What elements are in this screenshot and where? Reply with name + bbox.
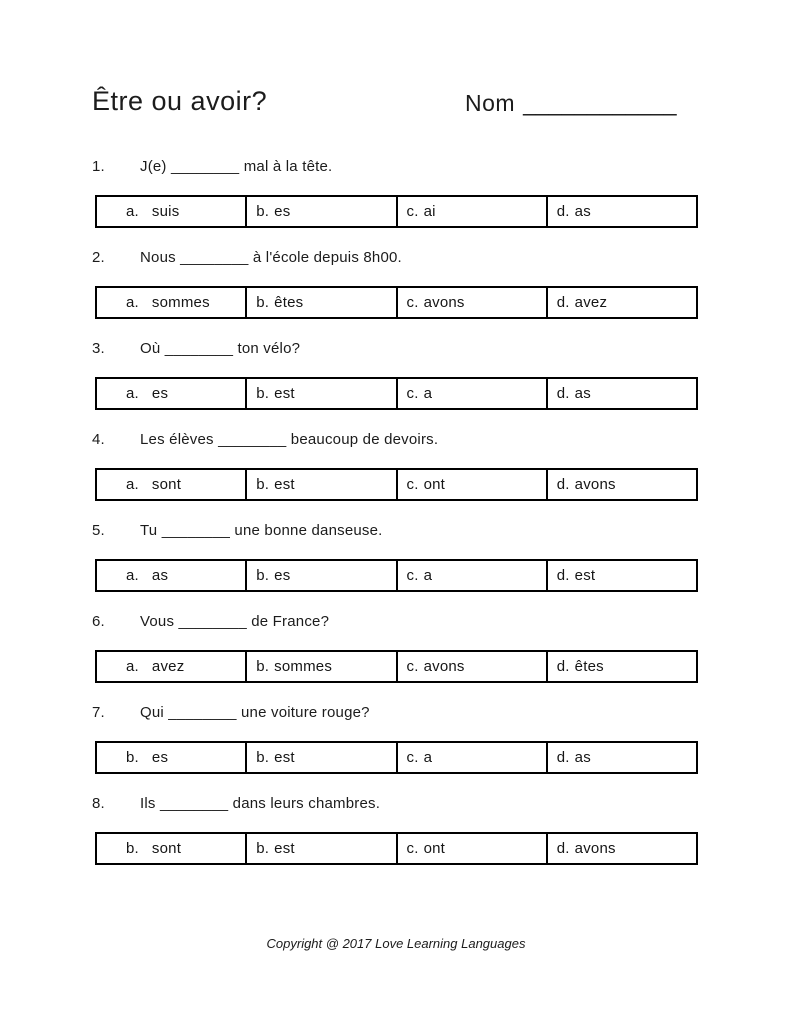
- option-word: avons: [574, 840, 616, 857]
- copyright-text: Copyright @ 2017 Love Learning Languages: [266, 936, 526, 951]
- question-7-option-4: [547, 742, 697, 773]
- question-6-option-a: [96, 651, 246, 682]
- question-8-option-1: [96, 833, 246, 864]
- option-label: d.: [556, 203, 570, 220]
- option-word: sont: [151, 476, 182, 493]
- option-label: b.: [126, 840, 139, 857]
- question-7-number: 7.: [92, 704, 105, 721]
- question-8-number: 8.: [92, 795, 105, 812]
- question-8-option-4: [547, 833, 697, 864]
- table-row: [96, 378, 697, 409]
- option-label: b.: [256, 840, 270, 857]
- option-word: est: [574, 567, 596, 584]
- option-label: a.: [126, 476, 139, 493]
- option-word: a: [423, 385, 433, 402]
- question-4-option-b: [246, 469, 396, 500]
- option-word: a: [423, 749, 433, 766]
- question-3-option-c: [397, 378, 547, 409]
- option-label: c.: [406, 658, 419, 675]
- question-6-text: Vous ________ de France?: [140, 613, 330, 630]
- question-4-option-d: [547, 469, 697, 500]
- option-label: c.: [406, 203, 419, 220]
- option-word: sommes: [151, 294, 210, 311]
- option-word: as: [151, 567, 169, 584]
- question-3-options-table: [95, 377, 698, 410]
- question-1-number: 1.: [92, 158, 105, 175]
- option-label: b.: [256, 749, 270, 766]
- option-label: b.: [256, 567, 270, 584]
- question-7: [0, 704, 792, 774]
- option-word: sommes: [274, 658, 333, 675]
- question-6-option-b: [246, 651, 396, 682]
- question-8-option-3: [397, 833, 547, 864]
- question-5-option-b: [246, 560, 396, 591]
- option-label: a.: [126, 567, 139, 584]
- option-label: a.: [126, 294, 139, 311]
- question-5: [0, 522, 792, 592]
- question-5-option-d: [547, 560, 697, 591]
- option-label: c.: [406, 567, 419, 584]
- question-3-option-b: [246, 378, 396, 409]
- option-word: a: [423, 567, 433, 584]
- name-line: [465, 90, 677, 117]
- question-2: [0, 249, 792, 319]
- question-8-option-2: [246, 833, 396, 864]
- option-word: est: [274, 476, 295, 493]
- question-4-text: Les élèves ________ beaucoup de devoirs.: [140, 431, 439, 448]
- option-word: avons: [423, 658, 465, 675]
- option-word: avons: [423, 294, 465, 311]
- questions-list: [0, 158, 792, 886]
- question-2-option-a: [96, 287, 246, 318]
- option-word: ai: [423, 203, 436, 220]
- option-word: avez: [574, 294, 608, 311]
- question-4-number: 4.: [92, 431, 105, 448]
- option-label: c.: [406, 749, 419, 766]
- table-row: [96, 287, 697, 318]
- question-2-options-table: [95, 286, 698, 319]
- option-label: d.: [556, 476, 570, 493]
- option-word: êtes: [574, 658, 604, 675]
- question-8-text: Ils ________ dans leurs chambres.: [140, 795, 381, 812]
- option-word: avons: [574, 476, 616, 493]
- question-7-option-3: [397, 742, 547, 773]
- question-1-option-d: [547, 196, 697, 227]
- question-5-number: 5.: [92, 522, 105, 539]
- option-label: b.: [256, 476, 270, 493]
- question-6-option-c: [397, 651, 547, 682]
- question-7-options-table: [95, 741, 698, 774]
- option-word: est: [274, 840, 295, 857]
- question-4-option-a: [96, 469, 246, 500]
- question-7-line: [92, 704, 792, 722]
- question-5-line: [92, 522, 792, 540]
- option-word: est: [274, 749, 295, 766]
- option-label: d.: [556, 749, 570, 766]
- option-label: b.: [256, 294, 270, 311]
- option-label: d.: [556, 658, 570, 675]
- question-1-option-b: [246, 196, 396, 227]
- page-title: Être ou avoir?: [92, 86, 268, 116]
- question-2-text: Nous ________ à l'école depuis 8h00.: [140, 249, 402, 266]
- option-word: avez: [151, 658, 185, 675]
- option-word: as: [574, 203, 591, 220]
- question-3-number: 3.: [92, 340, 105, 357]
- name-label: Nom: [465, 90, 516, 116]
- option-label: c.: [406, 840, 419, 857]
- question-6-option-d: [547, 651, 697, 682]
- table-row: [96, 651, 697, 682]
- option-word: ont: [423, 840, 446, 857]
- question-4: [0, 431, 792, 501]
- option-word: sont: [151, 840, 182, 857]
- question-5-text: Tu ________ une bonne danseuse.: [140, 522, 383, 539]
- option-label: b.: [256, 658, 270, 675]
- question-6-number: 6.: [92, 613, 105, 630]
- question-1: [0, 158, 792, 228]
- option-word: as: [574, 385, 591, 402]
- option-label: d.: [556, 840, 570, 857]
- question-7-option-2: [246, 742, 396, 773]
- option-label: c.: [406, 476, 419, 493]
- question-6: [0, 613, 792, 683]
- question-1-line: [92, 158, 792, 176]
- option-word: ont: [423, 476, 446, 493]
- question-3-text: Où ________ ton vélo?: [140, 340, 301, 357]
- question-1-option-a: [96, 196, 246, 227]
- table-row: [96, 469, 697, 500]
- question-1-option-c: [397, 196, 547, 227]
- question-4-option-c: [397, 469, 547, 500]
- question-1-options-table: [95, 195, 698, 228]
- table-row: [96, 560, 697, 591]
- option-label: a.: [126, 658, 139, 675]
- question-7-text: Qui ________ une voiture rouge?: [140, 704, 370, 721]
- option-word: es: [151, 385, 169, 402]
- question-8-line: [92, 795, 792, 813]
- option-label: b.: [256, 203, 270, 220]
- question-3-option-d: [547, 378, 697, 409]
- question-4-line: [92, 431, 792, 449]
- question-5-option-a: [96, 560, 246, 591]
- question-8: [0, 795, 792, 865]
- question-2-option-d: [547, 287, 697, 318]
- question-5-options-table: [95, 559, 698, 592]
- question-2-number: 2.: [92, 249, 105, 266]
- table-row: [96, 742, 697, 773]
- question-3-option-a: [96, 378, 246, 409]
- question-6-options-table: [95, 650, 698, 683]
- table-row: [96, 196, 697, 227]
- question-3: [0, 340, 792, 410]
- question-4-options-table: [95, 468, 698, 501]
- option-word: êtes: [274, 294, 304, 311]
- option-label: d.: [556, 385, 570, 402]
- question-8-options-table: [95, 832, 698, 865]
- option-word: es: [274, 203, 291, 220]
- option-word: as: [574, 749, 591, 766]
- option-label: c.: [406, 294, 419, 311]
- table-row: [96, 833, 697, 864]
- question-7-option-1: [96, 742, 246, 773]
- option-label: c.: [406, 385, 419, 402]
- question-3-line: [92, 340, 792, 358]
- option-word: es: [151, 749, 169, 766]
- question-1-text: J(e) ________ mal à la tête.: [140, 158, 333, 175]
- option-label: b.: [126, 749, 139, 766]
- question-5-option-c: [397, 560, 547, 591]
- option-label: d.: [556, 294, 570, 311]
- option-label: a.: [126, 203, 139, 220]
- option-word: es: [274, 567, 291, 584]
- question-6-line: [92, 613, 792, 631]
- name-blank-line: ____________: [523, 90, 677, 116]
- option-label: b.: [256, 385, 270, 402]
- option-word: suis: [151, 203, 180, 220]
- option-word: est: [274, 385, 295, 402]
- question-2-option-b: [246, 287, 396, 318]
- question-2-line: [92, 249, 792, 267]
- option-label: a.: [126, 385, 139, 402]
- option-label: d.: [556, 567, 570, 584]
- question-2-option-c: [397, 287, 547, 318]
